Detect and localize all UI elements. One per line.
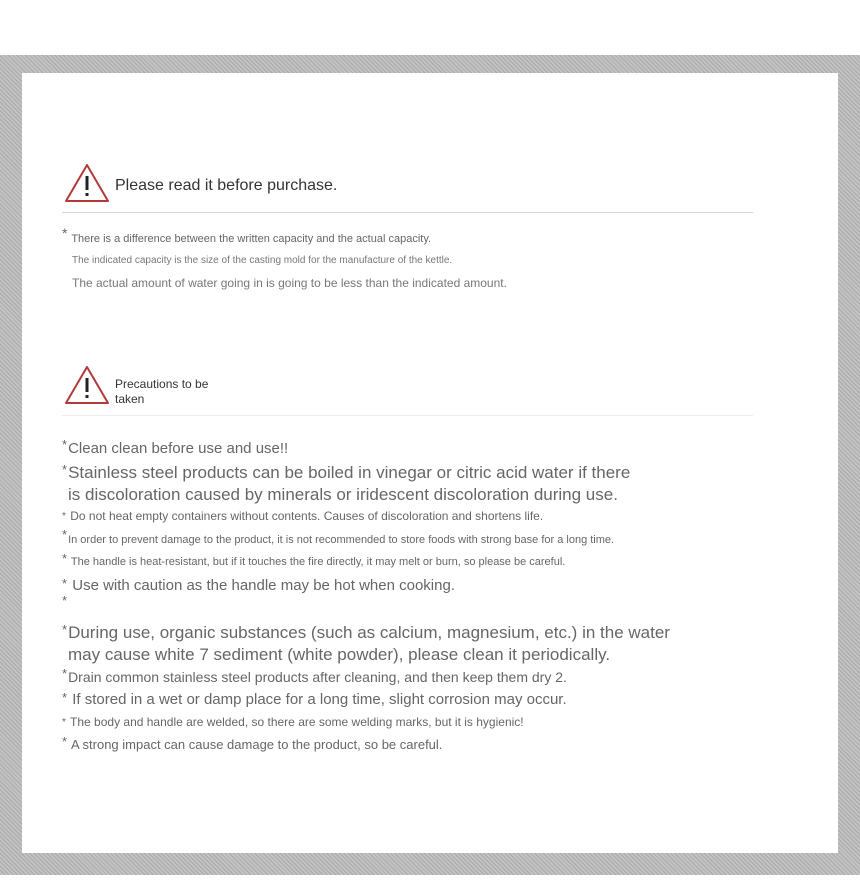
precaution-item: *Stainless steel products can be boiled in vinegar or citric acid water if there <box>62 462 631 482</box>
precaution-item: * The body and handle are welded, so there are some welding marks, but it is hygienic! <box>62 715 524 729</box>
precaution-item: *Drain common stainless steel products after cleaning, and then keep them dry 2. <box>62 666 567 685</box>
precaution-item: * The handle is heat-resistant, but if it touches the fire directly, it may melt or burn, so please be careful. <box>62 551 566 568</box>
capacity-note-1: * There is a difference between the written capacity and the actual capacity. <box>62 225 432 245</box>
section-2-header <box>64 365 110 405</box>
section-2-title: Precautions to be taken <box>115 377 209 406</box>
precaution-item: *Clean clean before use and use!! <box>62 437 289 457</box>
capacity-note-2: The indicated capacity is the size of the casting mold for the manufacture of the kettle. <box>72 255 453 266</box>
precaution-item: * Do not heat empty containers without contents. Causes of discoloration and shortens life. <box>62 509 544 523</box>
notice-panel <box>22 73 838 853</box>
precaution-item: *During use, organic substances (such as calcium, magnesium, etc.) in the water <box>62 622 670 642</box>
precaution-empty-item: * <box>62 593 68 608</box>
warning-triangle-icon <box>64 163 110 203</box>
section-1-title: Please read it before purchase. <box>115 177 338 194</box>
capacity-note-3: The actual amount of water going in is going to be less than the indicated amount. <box>72 276 507 290</box>
outer-frame <box>0 55 860 875</box>
precaution-item: *In order to prevent damage to the product, it is not recommended to store foods with strong base for a long time. <box>62 527 615 546</box>
precaution-item-continued: is discoloration caused by minerals or iridescent discoloration during use. <box>68 485 618 504</box>
section-2-divider <box>62 415 753 416</box>
precaution-item-continued: may cause white 7 sediment (white powder), please clean it periodically. <box>68 645 611 664</box>
warning-triangle-icon <box>64 365 110 405</box>
precaution-item: * If stored in a wet or damp place for a long time, slight corrosion may occur. <box>62 690 567 708</box>
precaution-item: * A strong impact can cause damage to the product, so be careful. <box>62 734 443 752</box>
section-1-divider <box>62 212 753 213</box>
section-1-header <box>64 163 110 203</box>
precaution-item: * Use with caution as the handle may be hot when cooking. <box>62 576 455 594</box>
